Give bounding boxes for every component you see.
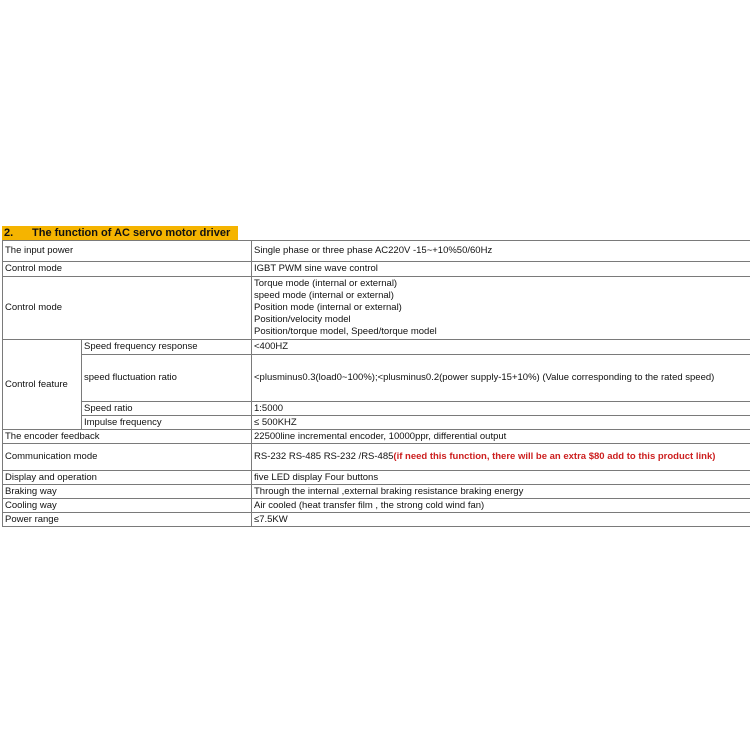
communication-value: RS-232 RS-485 RS-232 /RS-485 xyxy=(254,451,394,462)
row-label: The encoder feedback xyxy=(3,430,252,444)
table-row-control-feature xyxy=(3,402,750,416)
table-row-encoder xyxy=(3,430,750,444)
row-label: Display and operation xyxy=(3,471,252,485)
sub-label: Speed ratio xyxy=(82,402,252,416)
sub-label: Speed frequency response xyxy=(82,340,252,355)
section-number: 2. xyxy=(4,227,14,239)
table-row-control-mode-1 xyxy=(3,262,750,277)
table-row-control-feature xyxy=(3,355,750,402)
row-label: Power range xyxy=(3,513,252,527)
control-mode-line: Position/velocity model xyxy=(254,314,351,325)
control-mode-line: Position/torque model, Speed/torque model xyxy=(254,326,437,337)
table-row-display xyxy=(3,471,750,485)
row-label: The input power xyxy=(3,241,252,262)
row-value: ≤7.5KW xyxy=(252,513,750,527)
section-title: The function of AC servo motor driver xyxy=(32,227,231,239)
row-value: IGBT PWM sine wave control xyxy=(252,262,750,277)
row-label: Communication mode xyxy=(3,444,252,471)
row-label: Control feature xyxy=(3,340,82,430)
sub-label: speed fluctuation ratio xyxy=(82,355,252,402)
row-label: Cooling way xyxy=(3,499,252,513)
table-row-control-feature xyxy=(3,340,750,355)
table-row-communication xyxy=(3,444,750,471)
table-row-power-range xyxy=(3,513,750,527)
section-header xyxy=(2,226,238,240)
table-row-control-feature xyxy=(3,416,750,430)
control-mode-line: speed mode (internal or external) xyxy=(254,290,394,301)
row-label: Braking way xyxy=(3,485,252,499)
row-value: Single phase or three phase AC220V -15~+10%50/60Hz xyxy=(252,241,750,262)
row-value: 1:5000 xyxy=(252,402,750,416)
row-value-multiline xyxy=(252,277,750,340)
row-label: Control mode xyxy=(3,262,252,277)
price-note: (if need this function, there will be an extra $80 add to this product link) xyxy=(393,451,716,462)
table-row-cooling xyxy=(3,499,750,513)
sub-label: Impulse frequency xyxy=(82,416,252,430)
row-value xyxy=(252,444,750,471)
control-mode-line: Position mode (internal or external) xyxy=(254,302,402,313)
table-row-control-mode-2 xyxy=(3,277,750,340)
row-value: <plusminus0.3(load0~100%);<plusminus0.2(power supply-15+10%) (Value corresponding to the rated speed) xyxy=(252,355,750,402)
row-value: Air cooled (heat transfer film , the strong cold wind fan) xyxy=(252,499,750,513)
row-label: Control mode xyxy=(3,277,252,340)
row-value: <400HZ xyxy=(252,340,750,355)
row-value: five LED display Four buttons xyxy=(252,471,750,485)
row-value: 22500line incremental encoder, 10000ppr, differential output xyxy=(252,430,750,444)
control-mode-line: Torque mode (internal or external) xyxy=(254,278,398,289)
row-value: Through the internal ,external braking resistance braking energy xyxy=(252,485,750,499)
spec-table xyxy=(2,240,750,527)
row-value: ≤ 500KHZ xyxy=(252,416,750,430)
table-row-braking xyxy=(3,485,750,499)
table-row-input-power xyxy=(3,241,750,262)
